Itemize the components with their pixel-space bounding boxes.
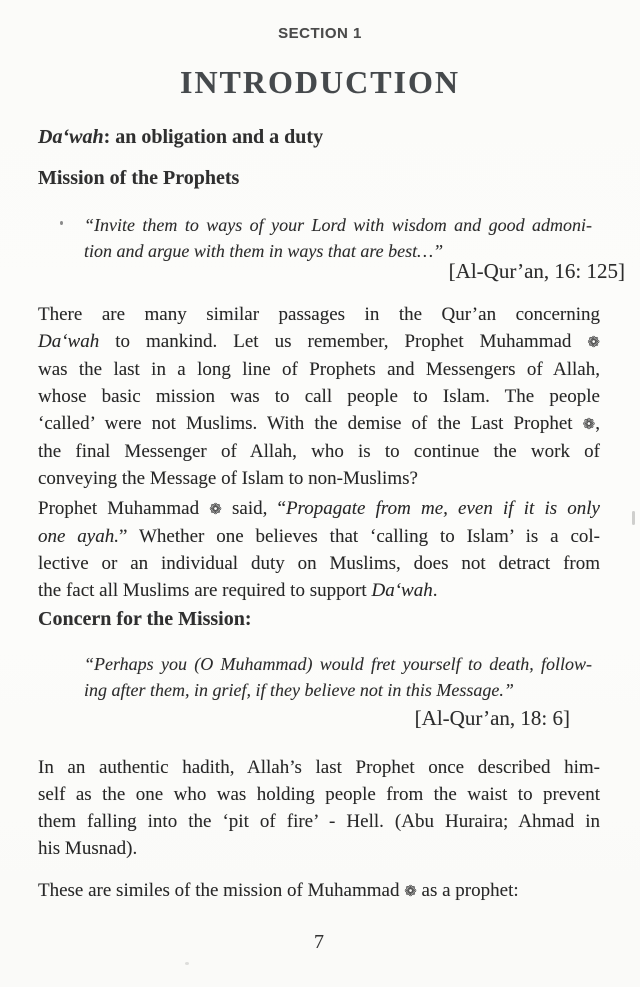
text-segment: as a prophet: xyxy=(416,880,519,901)
text-segment: ‘called’ were not Muslims. With the demise of the Last Prophet xyxy=(38,413,583,434)
text-segment: to mankind. Let us remember, Prophet Muhammad xyxy=(99,331,588,352)
text-segment: one ayah. xyxy=(38,526,119,547)
pbuh-seal-icon: ❁ xyxy=(404,882,417,900)
paragraph-4 xyxy=(38,877,600,905)
scan-speck xyxy=(60,221,63,225)
pbuh-seal-icon: ❁ xyxy=(587,333,600,351)
heading-mission-of-prophets: Mission of the Prophets xyxy=(38,167,240,189)
paragraph-1 xyxy=(38,301,600,492)
text-line xyxy=(84,677,592,703)
text-segment: his Musnad). xyxy=(38,838,138,859)
text-line xyxy=(38,808,600,835)
text-segment: whose basic mission was to call people to Islam. The people xyxy=(38,386,600,407)
text-segment: said, “ xyxy=(221,498,286,519)
text-segment: “Perhaps you (O Muhammad) would fret yourself to death, follow- xyxy=(84,654,592,674)
text-segment: Propagate from me, even if it is only xyxy=(285,498,600,519)
text-segment: “Invite them to ways of your Lord with wisdom and good admoni- xyxy=(84,215,592,235)
text-segment: the fact all Muslims are required to support xyxy=(38,580,372,601)
text-segment: the final Messenger of Allah, who is to continue the work of xyxy=(38,441,600,462)
text-segment: lective or an individual duty on Muslims, does not detract from xyxy=(38,553,600,574)
text-line xyxy=(38,383,600,410)
text-line xyxy=(38,877,600,905)
text-line xyxy=(38,495,600,523)
text-line xyxy=(38,356,600,383)
text-segment: Da‘wah xyxy=(371,580,433,601)
text-segment: was the last in a long line of Prophets and Messengers of Allah, xyxy=(38,359,600,380)
text-line xyxy=(38,328,600,356)
text-segment: These are similes of the mission of Muhammad xyxy=(38,880,405,901)
page-number: 7 xyxy=(314,931,324,953)
heading-dawah-obligation xyxy=(38,126,608,149)
text-segment: In an authentic hadith, Allah’s last Prophet once described him- xyxy=(38,757,600,778)
text-segment: : an obligation and a duty xyxy=(103,126,324,148)
text-segment: ” Whether one believes that ‘calling to Islam’ is a col- xyxy=(119,526,600,547)
section-label: SECTION 1 xyxy=(278,25,362,42)
paragraph-2 xyxy=(38,495,600,604)
text-segment: self as the one who was holding people from the waist to prevent xyxy=(38,784,600,805)
text-line xyxy=(38,781,600,808)
text-line xyxy=(38,550,600,577)
text-segment: conveying the Message of Islam to non-Muslims? xyxy=(38,468,418,489)
paragraph-3 xyxy=(38,754,600,862)
text-segment: them falling into the ‘pit of fire’ - Hell. (Abu Huraira; Ahmad in xyxy=(38,811,600,832)
text-line xyxy=(38,410,600,438)
scan-speck-bottom xyxy=(185,962,189,965)
pbuh-seal-icon: ❁ xyxy=(209,500,222,518)
pbuh-seal-icon: ❁ xyxy=(582,415,596,433)
text-line xyxy=(38,438,600,465)
text-segment: tion and argue with them in ways that are best…” xyxy=(84,241,444,261)
text-line xyxy=(38,754,600,781)
citation-quran-16-125: [Al-Qur’an, 16: 125] xyxy=(448,259,625,283)
text-segment: Prophet Muhammad xyxy=(38,498,210,519)
text-line xyxy=(38,301,600,328)
text-segment: Da‘wah xyxy=(38,331,100,352)
text-line xyxy=(38,835,600,862)
quran-quote-18-6 xyxy=(84,651,592,703)
text-segment: ing after them, in grief, if they believe not in this Message.” xyxy=(84,680,514,700)
text-line xyxy=(84,651,592,677)
text-segment: , xyxy=(595,413,600,434)
quran-quote-16-125 xyxy=(84,212,592,264)
text-segment: . xyxy=(432,580,438,601)
text-line xyxy=(38,465,600,492)
text-line xyxy=(38,577,600,604)
text-line xyxy=(84,212,592,238)
citation-quran-18-6: [Al-Qur’an, 18: 6] xyxy=(414,706,570,730)
text-segment: Da‘wah xyxy=(38,126,104,148)
scan-mark-right-edge xyxy=(632,511,635,525)
text-line xyxy=(38,523,600,550)
page-title: INTRODUCTION xyxy=(179,64,461,100)
heading-concern-for-mission: Concern for the Mission: xyxy=(38,608,252,630)
text-segment: There are many similar passages in the Qur’an concerning xyxy=(38,304,600,325)
